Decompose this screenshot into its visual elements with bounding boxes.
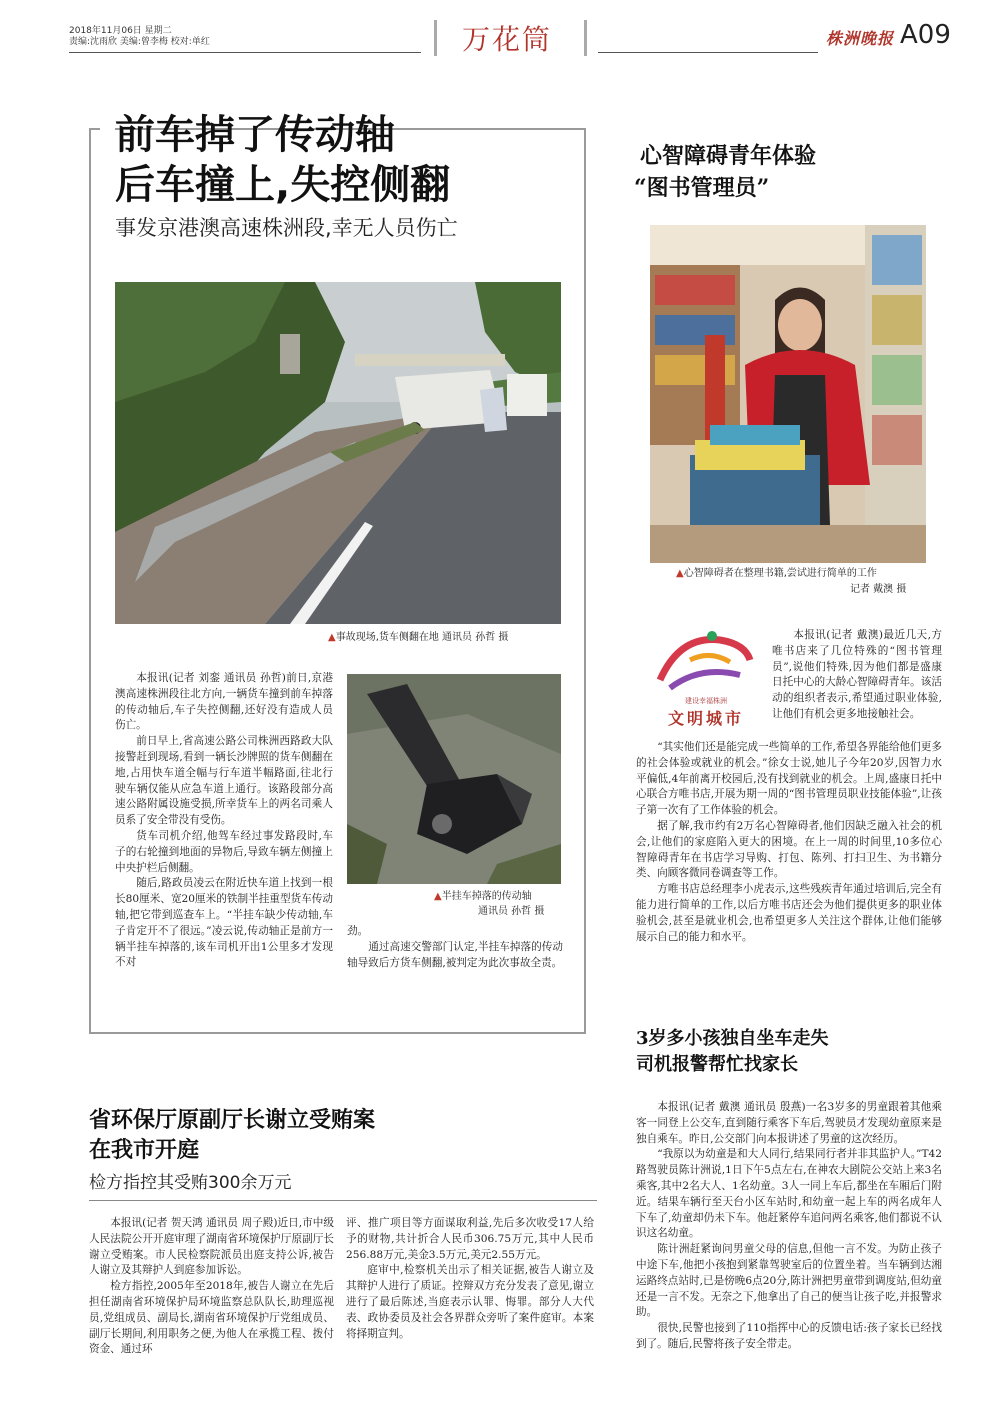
page-number: A09: [900, 20, 951, 50]
accident-photo-caption: [328, 630, 508, 645]
article2-body: [636, 740, 942, 945]
article4-col2-p1: 评、推广项目等方面谋取利益,先后多次收受17人给予的财物,共计折合人民币306.75万元,其中人民币256.88万元,美金3.5万元,美元2.55万元。: [346, 1217, 594, 1261]
article2-p3: 据了解,我市约有2万名心智障碍者,他们因缺乏融入社会的机会,让他们的家庭陷入更大的困境。在上一周的时间里,10多位心智障碍青年在书店学习导购、打包、陈列、打扫卫生、为书籍分类、向顾客微同卷调查等工作。: [636, 819, 942, 880]
article1-col1-p3: 货车司机介绍,他驾车经过事发路段时,车子的右轮撞到地面的异物后,导致车辆左侧撞上中央护栏后侧翻。: [115, 829, 333, 874]
caption-marker-icon: ▲: [676, 568, 684, 579]
article3-p2: “我原以为幼童是和大人同行,结果同行者并非其监护人。”T42路驾驶员陈计洲说,1日下午5点左右,在神农大剧院公交站上来3名乘客,其中2名大人、1名幼童。3人一同上车后,都坐在车厢后门附近。结果车辆行至天台小区车站时,和幼童一起上车的两名成年人下车了,幼童却仍未下车。他赶紧停车追问两名乘客,他们都说不认识这名幼童。: [636, 1148, 942, 1240]
caption-marker-icon: ▲: [328, 632, 336, 643]
article1-col1-p4: 随后,路政员凌云在附近快车道上找到一根长80厘米、宽20厘米的铁制半挂重型货车传动轴,把它带到巡查车上。“半挂车缺少传动轴,车子肯定开不了很远。”凌云说,传动轴正是前方一辆半挂车掉落的,该车司机开出1公里多才发现不对: [115, 877, 333, 969]
article3-p1: 本报讯(记者 戴澳 通讯员 殷燕)一名3岁多的男童跟着其他乘客一同登上公交车,直到随行乘客下车后,驾驶员才发现幼童原来是独自乘车。昨日,公交部门向本报讲述了男童的这次经历。: [636, 1101, 942, 1145]
article1-col1-p2: 前日早上,省高速公路公司株洲西路政大队接警赶到现场,看到一辆长沙牌照的货车侧翻在地,占用快车道全幅与行车道半幅路面,往北行驶车辆仅能从应急车道上通行。该路段部分高速公路附属设施受损,所幸货车上的两名司乘人员系了安全带没有受伤。: [115, 735, 333, 827]
edition-date: 2018年11月06日 星期二: [69, 26, 172, 36]
accident-scene-photo: [115, 282, 561, 624]
article1-col2: [347, 924, 563, 971]
article1-col1-p1: 本报讯(记者 刘銮 通讯员 孙哲)前日,京港澳高速株洲段往北方向,一辆货车撞到前车掉落的传动轴后,车子失控侧翻,还好没有造成人员伤亡。: [115, 672, 333, 732]
bookstore-photo-credit: 记者 戴澳 摄: [850, 584, 907, 595]
bookstore-photo-caption-text: 心智障碍者在整理书籍,尝试进行简单的工作: [683, 568, 877, 579]
civilized-city-emblem-icon: [650, 630, 762, 692]
header-divider-right: [584, 20, 587, 56]
article1-col2-p1: 劲。: [347, 925, 369, 937]
article1-col2-p2: 通过高速交警部门认定,半挂车掉落的传动轴导致后方货车侧翻,被判定为此次事故全责。: [347, 940, 563, 969]
edition-credits: 责编:沈雨欣 美编:曾李梅 校对:单红: [69, 37, 210, 47]
article1-col1: [115, 671, 333, 971]
article2-p1: 本报讯(记者 戴澳)最近几天,方唯书店来了几位特殊的“图书管理员”,说他们特殊,因为他们都是盛康日托中心的大龄心智障碍青年。该活动的组织者表示,希望通过职业体验,让他们有机会更多地接触社会。: [772, 629, 942, 720]
article4-col2-p2: 庭审中,检察机关出示了相关证据,被告人谢立及其辩护人进行了质证。控辩双方充分发表了意见,谢立进行了最后陈述,当庭表示认罪、悔罪。部分人大代表、政协委员及社会各界群众旁听了案件庭审。本案将择期宣判。: [346, 1264, 594, 1340]
header-rule-right: [598, 52, 818, 53]
article3-p3: 陈计洲赶紧询问男童父母的信息,但他一言不发。为防止孩子中途下车,他把小孩抱到紧靠驾驶室后的位置坐着。当车辆到达湘运路终点站时,已是傍晚6点20分,陈计洲把男童带到调度站,但幼童还是一言不发。无奈之下,他拿出了自己的便当让孩子吃,并报警求助。: [636, 1243, 942, 1319]
article3-body: [636, 1100, 942, 1353]
article2-intro: [772, 628, 942, 723]
article2-headline-2: “图书管理员”: [634, 175, 770, 201]
article4-headline-1: 省环保厅原副厅长谢立受贿案: [89, 1107, 376, 1133]
accident-photo-caption-text: 事故现场,货车侧翻在地 通讯员 孙哲 摄: [335, 632, 509, 643]
section-title: 万花筒: [462, 23, 553, 56]
shaft-photo-credit: 通讯员 孙哲 摄: [478, 906, 545, 917]
header-rule-left: [69, 52, 421, 53]
article1-headline-1: 前车掉了传动轴: [115, 112, 395, 158]
article4-col1-p2: 检方指控,2005年至2018年,被告人谢立在先后担任湖南省环境保护局环境监察总队队长,助理巡视员,党组成员、副局长,湖南省环境保护厅党组成员、副厅长期间,利用职务之便,为他人在承揽工程、拨付资金、通过环: [89, 1280, 334, 1356]
shaft-photo-caption: [434, 889, 532, 904]
bookstore-photo-caption: [676, 566, 877, 581]
article3-headline-2: 司机报警帮忙找家长: [636, 1054, 798, 1075]
newspaper-logo: 株洲晚报: [826, 29, 895, 48]
civilized-city-logo-small: 建设幸福株洲: [685, 697, 727, 705]
article2-headline-1: 心智障碍青年体验: [640, 143, 817, 169]
article1-headline-2: 后车撞上,失控侧翻: [115, 162, 451, 208]
caption-marker-icon: ▲: [434, 891, 442, 902]
article4-headline-2: 在我市开庭: [89, 1137, 200, 1163]
article4-col1: [89, 1216, 334, 1358]
article2-p4: 方唯书店总经理李小虎表示,这些残疾青年通过培训后,完全有能力进行简单的工作,以后方唯书店还会为他们提供更多的职业体验机会,甚至是就业机会,也希望更多人关注这个群体,让他们能够展示自己的能力和水平。: [636, 883, 942, 943]
drive-shaft-photo: [347, 674, 561, 884]
bookstore-photo: [650, 225, 926, 563]
civilized-city-logo: [650, 630, 762, 730]
article2-p2: “其实他们还是能完成一些简单的工作,希望各界能给他们更多的社会体验或就业的机会。”徐女士说,她儿子今年20岁,因智力水平偏低,4年前离开校园后,没有找到就业的机会。上周,盛康日托中心联合方唯书店,开展为期一周的“图书管理员职业技能体验”,让孩子第一次有了工作体验的机会。: [636, 741, 942, 817]
article1-frame-gap: [100, 120, 115, 134]
shaft-photo-caption-line1: 半挂车掉落的传动轴: [441, 891, 532, 902]
article3-p4: 很快,民警也接到了110指挥中心的反馈电话:孩子家长已经找到了。随后,民警将孩子安全带走。: [636, 1322, 942, 1350]
article4-col1-p1: 本报讯(记者 贺天鸿 通讯员 周子殿)近日,市中级人民法院公开开庭审理了湖南省环境保护厅原副厅长谢立受贿案。市人民检察院派员出庭支持公诉,被告人谢立及其辩护人到庭参加诉讼。: [89, 1217, 334, 1277]
article4-col2: [346, 1216, 594, 1342]
article4-subheadline: 检方指控其受贿300余万元: [89, 1173, 292, 1193]
header-divider-left: [434, 20, 437, 56]
article1-subheadline: 事发京港澳高速株洲段,幸无人员伤亡: [115, 216, 458, 240]
article3-headline-1: 3岁多小孩独自坐车走失: [636, 1028, 829, 1049]
article4-rule: [89, 1200, 597, 1201]
civilized-city-logo-text: 文明城市: [667, 709, 744, 728]
